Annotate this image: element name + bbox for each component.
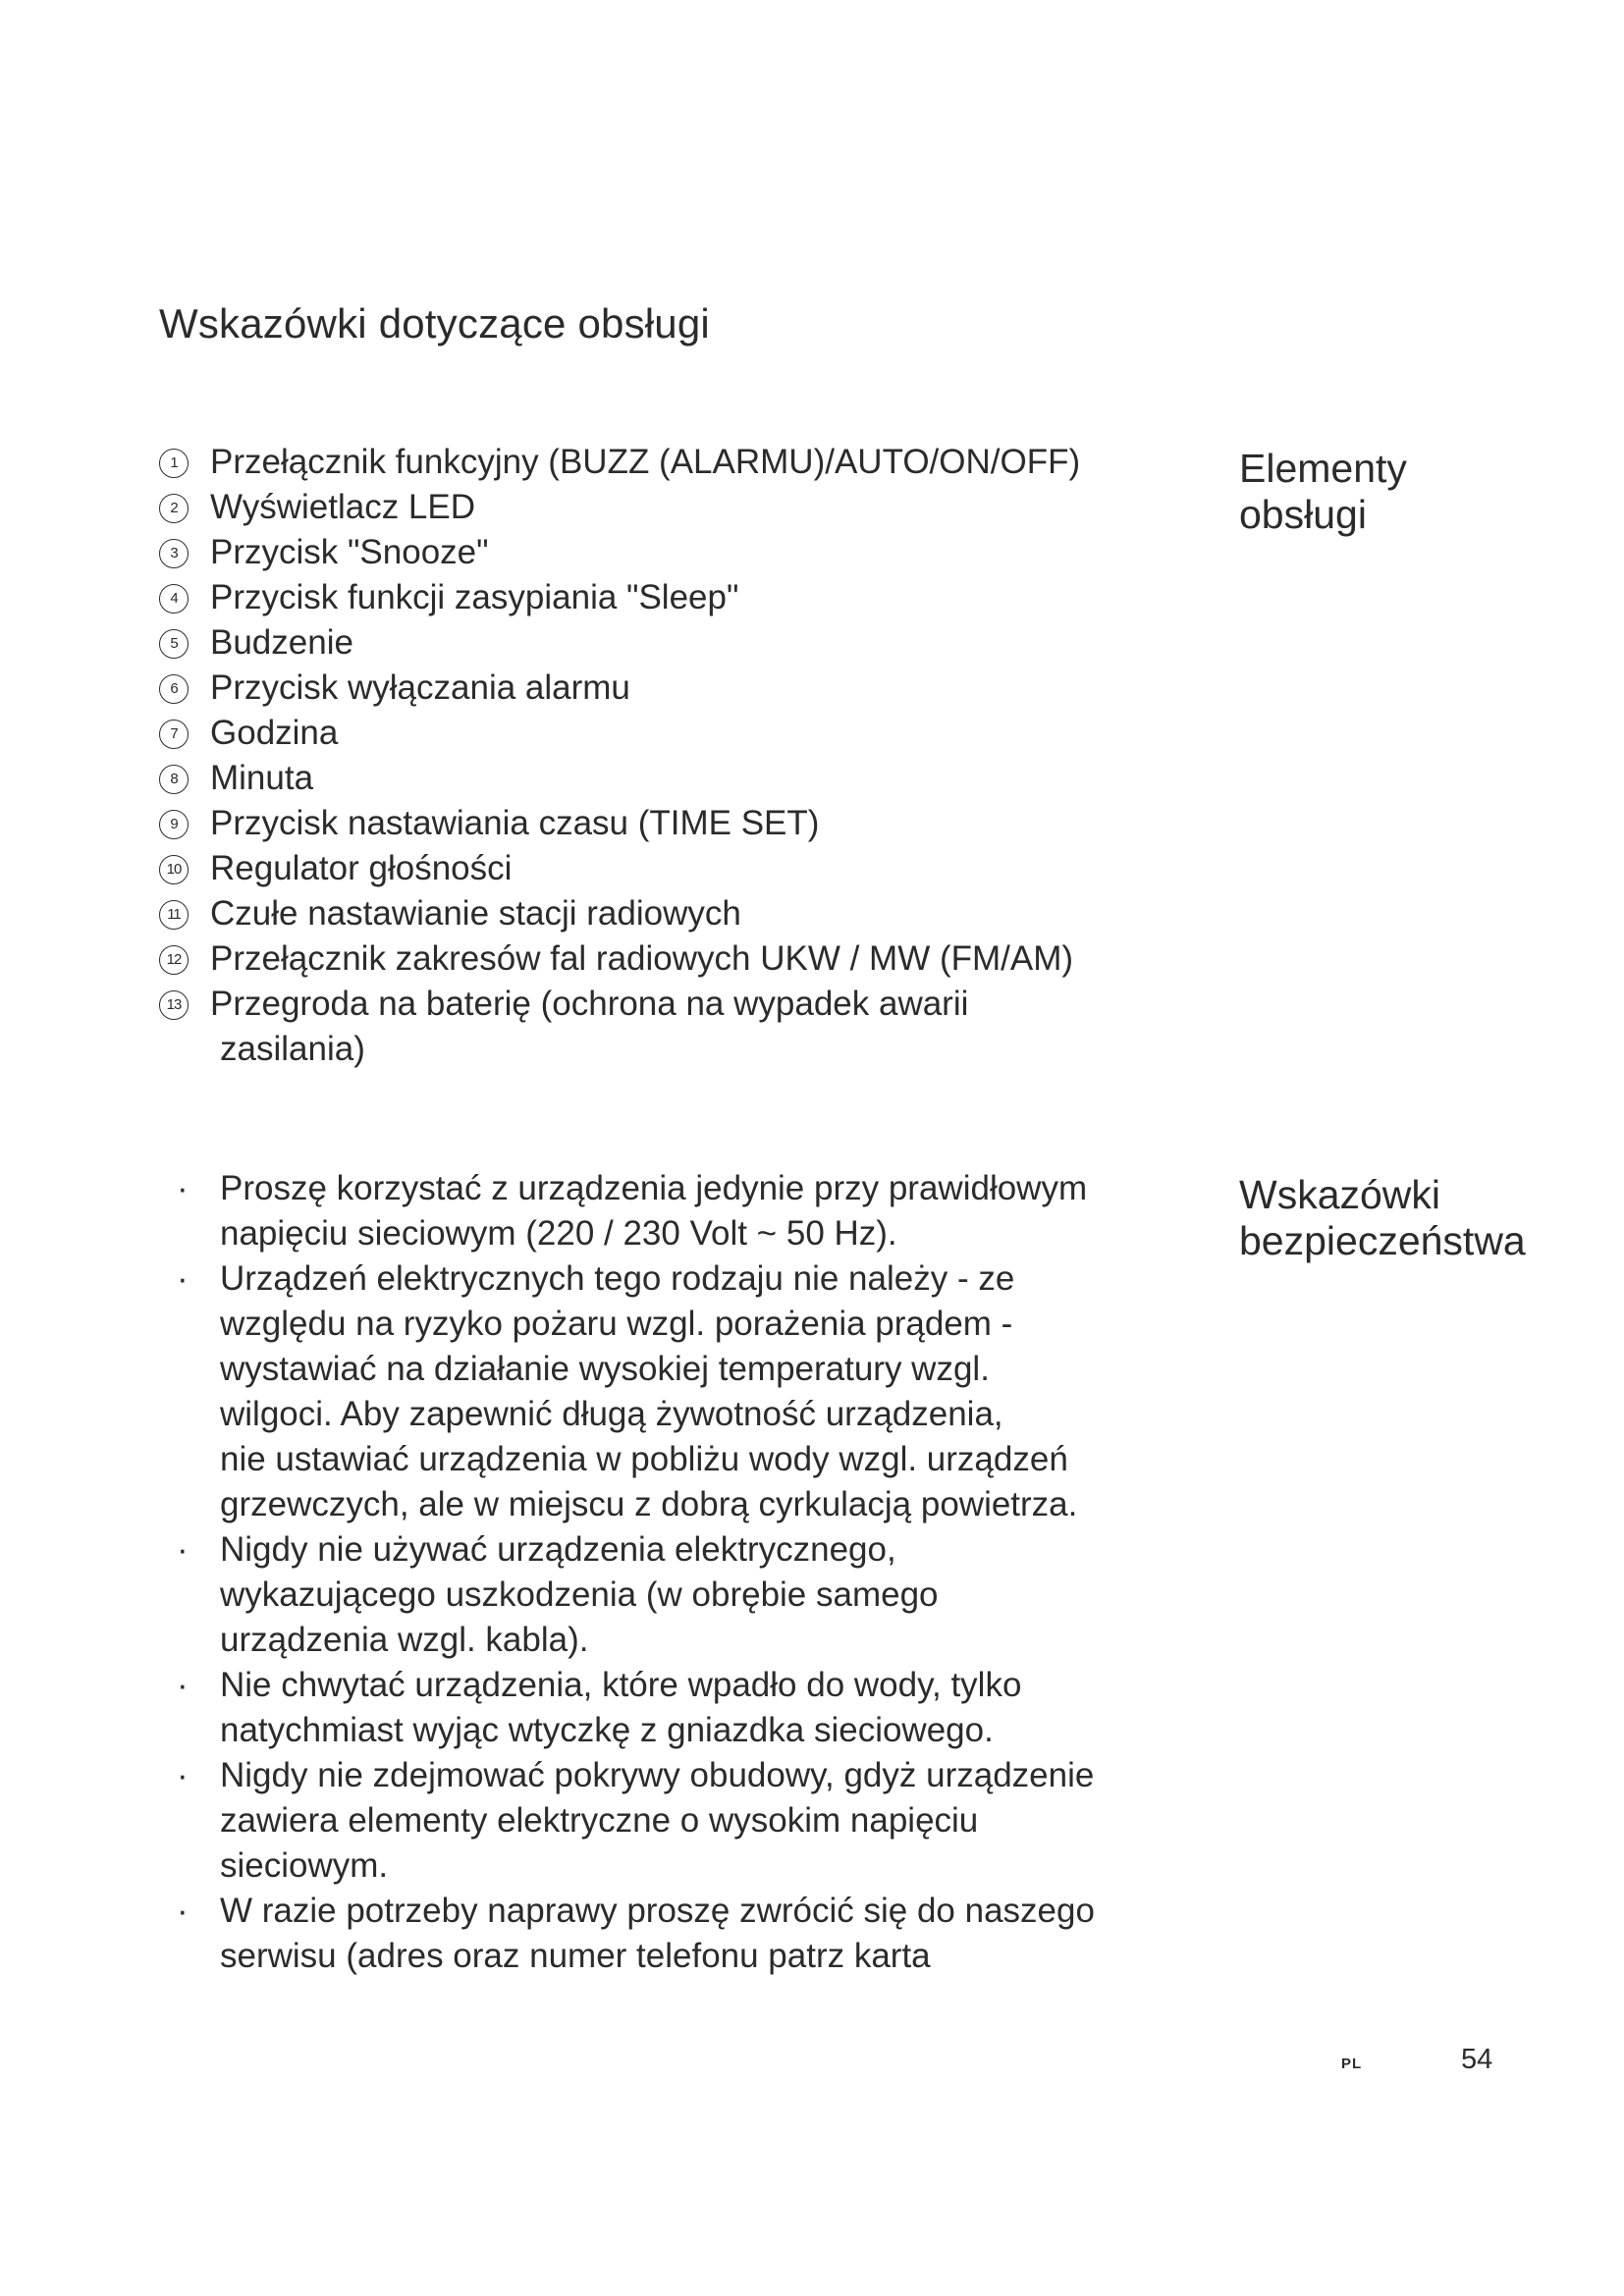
- safety-item-2: [159, 1256, 1180, 1527]
- page-title: Wskazówki dotyczące obsługi: [159, 300, 710, 347]
- control-item-text: Minuta: [210, 759, 314, 797]
- control-item-text: Przełącznik funkcyjny (BUZZ (ALARMU)/AUTO/ON/OFF): [210, 443, 1081, 481]
- safety-line: wykazującego uszkodzenia (w obrębie samego: [220, 1575, 939, 1614]
- item-number-badge: 8: [159, 765, 189, 794]
- control-item-text: Czułe nastawianie stacji radiowych: [210, 894, 741, 933]
- controls-side-heading: Elementy obsługi: [1239, 446, 1407, 537]
- item-number-badge: 1: [159, 449, 189, 478]
- item-number-badge: 13: [159, 990, 189, 1020]
- control-item-3: [159, 530, 1180, 575]
- control-item-1: [159, 440, 1180, 485]
- control-item-text: Regulator głośności: [210, 849, 513, 887]
- control-item-9: [159, 801, 1180, 846]
- bullet-dot: ·: [177, 1666, 189, 1704]
- safety-line: Nie chwytać urządzenia, które wpadło do wody, tylko: [220, 1666, 1022, 1704]
- bullet-dot: ·: [177, 1530, 189, 1569]
- safety-line: wilgoci. Aby zapewnić długą żywotność urządzenia,: [220, 1395, 1003, 1433]
- item-number-badge: 4: [159, 584, 189, 614]
- safety-line: względu na ryzyko pożaru wzgl. porażenia prądem -: [220, 1305, 1013, 1343]
- item-number-badge: 10: [159, 855, 189, 884]
- item-number-badge: 7: [159, 720, 189, 749]
- control-item-text: Godzina: [210, 714, 339, 752]
- safety-line: grzewczych, ale w miejscu z dobrą cyrkulacją powietrza.: [220, 1485, 1078, 1523]
- control-item-12: [159, 936, 1180, 982]
- control-item-2: [159, 485, 1180, 530]
- control-item-6: [159, 666, 1180, 711]
- safety-line: Nigdy nie zdejmować pokrywy obudowy, gdyż urządzenie: [220, 1756, 1095, 1794]
- control-item-5: [159, 620, 1180, 666]
- control-item-4: [159, 575, 1180, 620]
- safety-item-6: [159, 1889, 1180, 1979]
- bullet-dot: ·: [177, 1756, 189, 1794]
- safety-item-1: [159, 1166, 1180, 1256]
- safety-section: [159, 1166, 1180, 1979]
- safety-line: Nigdy nie używać urządzenia elektrycznego,: [220, 1530, 896, 1569]
- controls-list: [159, 440, 1180, 1072]
- control-item-7: [159, 711, 1180, 756]
- safety-side-heading: Wskazówki bezpieczeństwa: [1239, 1172, 1526, 1263]
- safety-line: Urządzeń elektrycznych tego rodzaju nie należy - ze: [220, 1259, 1015, 1298]
- item-number-badge: 9: [159, 810, 189, 839]
- control-item-10: [159, 846, 1180, 891]
- safety-line: zawiera elementy elektryczne o wysokim napięciu: [220, 1801, 979, 1840]
- item-number-badge: 5: [159, 629, 189, 659]
- item-number-badge: 6: [159, 674, 189, 704]
- control-item-text: Przycisk wyłączania alarmu: [210, 668, 630, 707]
- safety-list: [159, 1166, 1180, 1979]
- language-code: PL: [1341, 2056, 1363, 2072]
- control-item-text: Przełącznik zakresów fal radiowych UKW / MW (FM/AM): [210, 939, 1074, 978]
- safety-line: sieciowym.: [220, 1846, 389, 1885]
- item-number-badge: 11: [159, 900, 189, 930]
- safety-line: Proszę korzystać z urządzenia jedynie przy prawidłowym: [220, 1169, 1088, 1207]
- item-number-badge: 3: [159, 539, 189, 568]
- control-item-13: [159, 982, 1180, 1072]
- safety-line: natychmiast wyjąc wtyczkę z gniazdka sieciowego.: [220, 1711, 994, 1749]
- control-item-text-continuation: zasilania): [220, 1030, 365, 1068]
- safety-line: W razie potrzeby naprawy proszę zwrócić się do naszego: [220, 1892, 1095, 1930]
- control-item-8: [159, 756, 1180, 801]
- control-item-text: Przegroda na baterię (ochrona na wypadek awarii: [210, 985, 969, 1023]
- safety-line: wystawiać na działanie wysokiej temperatury wzgl.: [220, 1350, 990, 1388]
- bullet-dot: ·: [177, 1259, 189, 1298]
- page-number: 54: [1461, 2044, 1493, 2075]
- item-number-badge: 2: [159, 494, 189, 523]
- safety-line: nie ustawiać urządzenia w pobliżu wody wzgl. urządzeń: [220, 1440, 1068, 1478]
- safety-item-4: [159, 1663, 1180, 1753]
- control-item-text: Przycisk funkcji zasypiania "Sleep": [210, 578, 739, 616]
- control-item-text: Budzenie: [210, 623, 353, 662]
- safety-line: serwisu (adres oraz numer telefonu patrz karta: [220, 1937, 931, 1975]
- control-item-text: Przycisk nastawiania czasu (TIME SET): [210, 804, 820, 842]
- safety-item-3: [159, 1527, 1180, 1663]
- control-item-11: [159, 891, 1180, 936]
- safety-line: urządzenia wzgl. kabla).: [220, 1621, 589, 1659]
- bullet-dot: ·: [177, 1169, 189, 1207]
- control-item-text: Przycisk "Snooze": [210, 533, 489, 571]
- safety-line: napięciu sieciowym (220 / 230 Volt ~ 50 Hz).: [220, 1214, 897, 1253]
- safety-item-5: [159, 1753, 1180, 1889]
- bullet-dot: ·: [177, 1892, 189, 1930]
- controls-section: [159, 440, 1180, 1072]
- item-number-badge: 12: [159, 945, 189, 975]
- control-item-text: Wyświetlacz LED: [210, 488, 476, 526]
